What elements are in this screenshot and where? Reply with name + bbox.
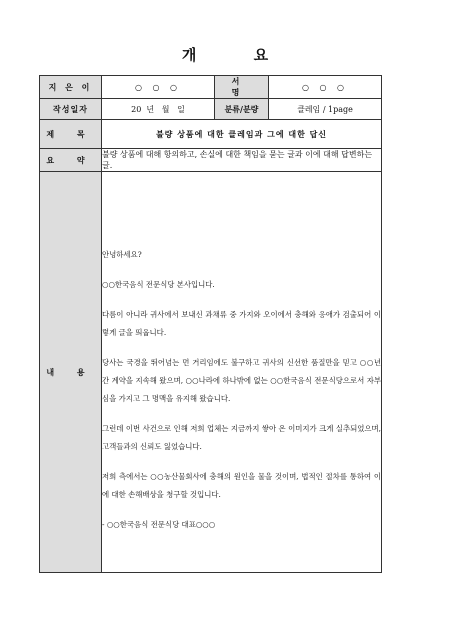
signature-value[interactable]: ○ ○ ○ (269, 76, 382, 99)
date-value[interactable]: 20 년 월 일 (102, 99, 215, 120)
signature-label: 서 명 (215, 76, 269, 99)
content-paragraph-claim: 저희 측에서는 ○○농산물회사에 충해의 원인을 물을 것이며, 법적인 절차를 통하여 이에 대한 손해배상을 청구할 것입니다. (102, 472, 381, 499)
category-label: 분류/분량 (215, 99, 269, 120)
content-paragraph-impact: 그런데 이번 사건으로 인해 저희 업체는 지금까지 쌓아 온 이미지가 크게 실추되었으며, 고객들과의 신뢰도 잃었습니다. (102, 424, 381, 451)
author-row (40, 76, 382, 99)
author-value[interactable]: ○ ○ ○ (102, 76, 215, 99)
author-label: 지 은 이 (40, 76, 102, 99)
content-paragraph-issue: 다름이 아니라 귀사에서 보내신 과채류 중 가지와 오이에서 충해와 응애가 검출되어 이렇게 글을 띄웁니다. (102, 310, 381, 337)
subject-value[interactable]: 불량 상품에 대한 클레임과 그에 대한 답신 (102, 120, 382, 149)
document-title: 개 요 (181, 46, 295, 64)
subject-label: 제 목 (40, 120, 102, 149)
overview-form (39, 75, 382, 573)
content-paragraph-signoff: - ○○한국음식 전문식당 대표○○○ (102, 520, 216, 529)
subject-row (40, 120, 382, 149)
summary-row (40, 149, 382, 172)
content-paragraph-intro: ○○한국음식 전문식당 본사입니다. (102, 280, 215, 289)
summary-label: 요 약 (40, 149, 102, 172)
content-label: 내 용 (40, 172, 102, 573)
content-row (40, 172, 382, 573)
content-paragraph-greeting: 안녕하세요? (102, 250, 142, 259)
date-label: 작성일자 (40, 99, 102, 120)
date-row (40, 99, 382, 120)
content-body[interactable] (102, 172, 382, 573)
category-value[interactable]: 클레임 / 1page (269, 99, 382, 120)
summary-value[interactable]: 불량 상품에 대해 항의하고, 손실에 대한 책임을 묻는 글과 이에 대해 답변하는 글. (102, 149, 382, 172)
content-paragraph-history: 당사는 국경을 뛰어넘는 먼 거리임에도 불구하고 귀사의 신선한 품질만을 믿고 ○○년 간 계약을 지속해 왔으며, ○○나라에 하나밖에 없는 ○○한국음식 전문식당으로서 자부심을 가지고 그 명맥을 유지해 왔습니다. (102, 358, 381, 403)
